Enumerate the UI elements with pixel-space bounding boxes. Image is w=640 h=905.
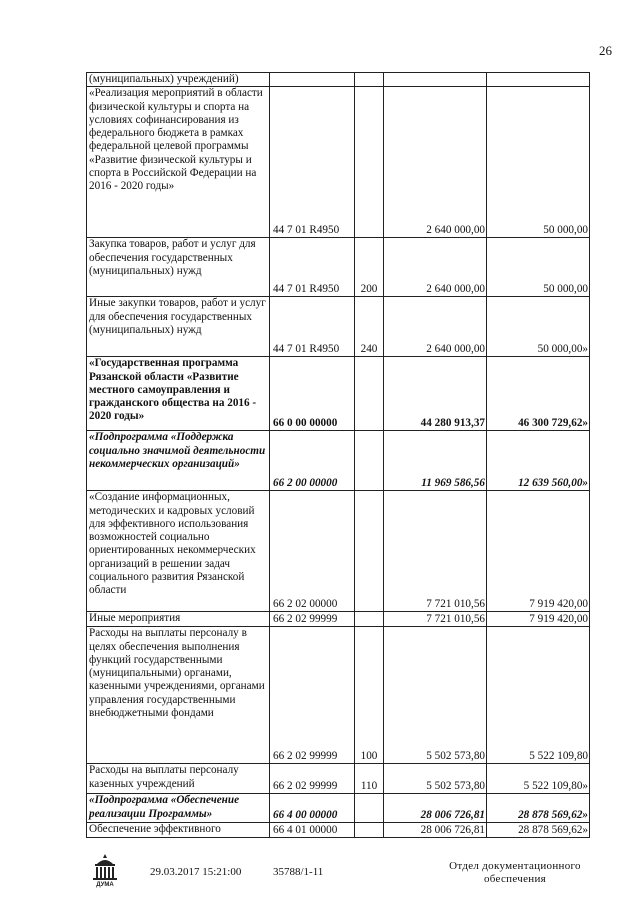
logo-text: ДУМА [96, 882, 114, 888]
budget-table [86, 72, 590, 838]
duma-building-logo-icon [90, 852, 120, 888]
cell-name: «Подпрограмма «Обеспечение реализации Программы» [87, 794, 270, 823]
cell-vr [355, 491, 384, 612]
cell-code: 66 4 01 00000 [270, 823, 355, 838]
cell-name: «Подпрограмма «Поддержка социально значимой деятельности некоммерческих организаций» [87, 431, 270, 491]
cell-vr [355, 357, 384, 431]
cell-code: 66 4 00 00000 [270, 794, 355, 823]
cell-code [270, 73, 355, 87]
table-row [87, 73, 590, 87]
cell-name: «Государственная программа Рязанской области «Развитие местного самоуправления и гражданского общества на 2016 - 2020 годы» [87, 357, 270, 431]
cell-code: 66 2 02 99999 [270, 612, 355, 627]
cell-name: Обеспечение эффективного [87, 823, 270, 838]
cell-name: «Реализация мероприятий в области физической культуры и спорта на условиях софинансирования из федерального бюджета в рамках федеральной целевой программы «Развитие физической культуры и спорта в Российской Федерации на 2016 - 2020 годы» [87, 87, 270, 238]
cell-code: 66 0 00 00000 [270, 357, 355, 431]
cell-name: Расходы на выплаты персоналу в целях обеспечения выполнения функций государственными (муниципальными) органами, казенными учреждениями, органами управления государственными внебюджетными фондами [87, 627, 270, 764]
cell-amount-2017: 2 640 000,00 [384, 297, 487, 357]
table-row [87, 87, 590, 238]
page-number: 26 [599, 43, 612, 58]
cell-name: Закупка товаров, работ и услуг для обеспечения государственных (муниципальных) нужд [87, 238, 270, 297]
cell-amount-2018: 5 522 109,80» [487, 764, 590, 794]
cell-amount-2017: 7 721 010,56 [384, 612, 487, 627]
table-row [87, 297, 590, 357]
cell-vr: 110 [355, 764, 384, 794]
footer-datetime: 29.03.2017 15:21:00 [150, 866, 242, 878]
table-row [87, 764, 590, 794]
cell-code: 44 7 01 R4950 [270, 238, 355, 297]
cell-name: Расходы на выплаты персоналу казенных учреждений [87, 764, 270, 794]
cell-name: Иные мероприятия [87, 612, 270, 627]
cell-code: 44 7 01 R4950 [270, 297, 355, 357]
cell-amount-2018: 7 919 420,00 [487, 491, 590, 612]
table-row [87, 823, 590, 838]
cell-amount-2018 [487, 73, 590, 87]
cell-vr [355, 431, 384, 491]
cell-name: «Создание информационных, методических и кадровых условий для эффективного использования возможностей социально ориентированных некоммерческих организаций в решении задач социального развития Рязанской области [87, 491, 270, 612]
cell-code: 66 2 02 99999 [270, 627, 355, 764]
cell-vr [355, 612, 384, 627]
cell-amount-2018: 5 522 109,80 [487, 627, 590, 764]
cell-amount-2018: 50 000,00 [487, 238, 590, 297]
footer-department [430, 860, 600, 886]
department-line-2: обеспечения [483, 873, 547, 885]
cell-vr: 200 [355, 238, 384, 297]
cell-vr: 100 [355, 627, 384, 764]
table-row [87, 794, 590, 823]
cell-vr [355, 823, 384, 838]
cell-amount-2017: 28 006 726,81 [384, 794, 487, 823]
cell-amount-2017: 5 502 573,80 [384, 764, 487, 794]
cell-name: (муниципальных) учреждений) [87, 73, 270, 87]
table-row [87, 357, 590, 431]
cell-vr [355, 794, 384, 823]
cell-code: 66 2 00 00000 [270, 431, 355, 491]
table-row [87, 238, 590, 297]
cell-amount-2018: 50 000,00» [487, 297, 590, 357]
table-row [87, 491, 590, 612]
cell-amount-2017: 11 969 586,56 [384, 431, 487, 491]
cell-amount-2017: 28 006 726,81 [384, 823, 487, 838]
department-line-1: Отдел документационного [449, 860, 581, 872]
cell-amount-2017: 44 280 913,37 [384, 357, 487, 431]
cell-code: 66 2 02 99999 [270, 764, 355, 794]
cell-code: 44 7 01 R4950 [270, 87, 355, 238]
cell-vr [355, 73, 384, 87]
cell-amount-2017: 2 640 000,00 [384, 87, 487, 238]
cell-name: Иные закупки товаров, работ и услуг для обеспечения государственных (муниципальных) нужд [87, 297, 270, 357]
cell-code: 66 2 02 00000 [270, 491, 355, 612]
cell-vr [355, 87, 384, 238]
cell-amount-2017: 5 502 573,80 [384, 627, 487, 764]
cell-amount-2018: 7 919 420,00 [487, 612, 590, 627]
footer-doc-number: 35788/1-11 [273, 866, 324, 878]
cell-amount-2017: 2 640 000,00 [384, 238, 487, 297]
cell-amount-2018: 28 878 569,62» [487, 794, 590, 823]
table-row [87, 431, 590, 491]
cell-amount-2018: 12 639 560,00» [487, 431, 590, 491]
cell-vr: 240 [355, 297, 384, 357]
table-row [87, 627, 590, 764]
cell-amount-2018: 46 300 729,62» [487, 357, 590, 431]
cell-amount-2018: 50 000,00 [487, 87, 590, 238]
cell-amount-2018: 28 878 569,62» [487, 823, 590, 838]
cell-amount-2017: 7 721 010,56 [384, 491, 487, 612]
cell-amount-2017 [384, 73, 487, 87]
table-row [87, 612, 590, 627]
